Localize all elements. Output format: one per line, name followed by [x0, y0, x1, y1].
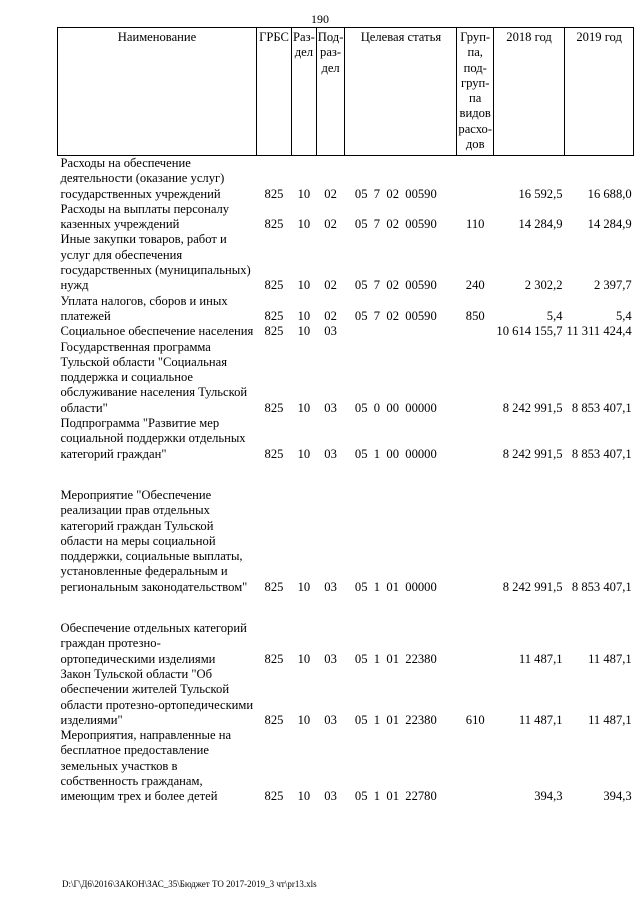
row-amount-2018: 14 284,9	[518, 217, 563, 232]
row-target-article: 05 1 01 22380	[354, 712, 437, 727]
row-target-article: 05 1 00 00000	[354, 446, 437, 461]
row-target-article: 05 1 01 00000	[354, 579, 437, 594]
row-expense-group	[457, 340, 494, 416]
table-row	[58, 621, 634, 667]
row-grbs: 825	[264, 278, 284, 293]
row-razdel: 10	[297, 217, 311, 232]
row-expense-group: 110	[466, 217, 485, 232]
row-podrazdel: 02	[324, 217, 337, 232]
row-razdel: 10	[297, 186, 311, 201]
row-podrazdel: 03	[324, 712, 337, 727]
header-target: Целевая статья	[345, 28, 457, 156]
row-razdel: 10	[297, 651, 311, 666]
header-2018: 2018 год	[494, 28, 565, 156]
row-podrazdel: 03	[324, 789, 337, 804]
row-expense-group	[457, 488, 494, 595]
row-name: Расходы на обеспечение деятельности (оказание услуг) государственных учреждений	[60, 156, 225, 201]
row-razdel: 10	[297, 324, 311, 339]
header-podrazdel: Под- раз- дел	[316, 28, 345, 156]
row-podrazdel: 03	[324, 324, 337, 339]
row-name: Мероприятия, направленные на бесплатное предоставление земельных участков в собственность гражданам, имеющим трех и более детей	[60, 728, 232, 804]
row-razdel: 10	[297, 308, 311, 323]
table-row	[58, 294, 634, 325]
table-row	[58, 340, 634, 416]
table-row	[58, 156, 634, 202]
row-amount-2018: 16 592,5	[518, 186, 563, 201]
row-target-article: 05 7 02 00590	[354, 217, 437, 232]
row-amount-2019: 11 487,1	[588, 651, 632, 666]
row-target-article: 05 1 01 22780	[354, 789, 437, 804]
row-expense-group: 240	[465, 278, 485, 293]
table-row	[58, 232, 634, 293]
row-amount-2018: 11 487,1	[518, 712, 563, 727]
row-razdel: 10	[297, 400, 311, 415]
row-podrazdel: 02	[324, 278, 337, 293]
row-podrazdel: 03	[324, 446, 337, 461]
row-grbs: 825	[264, 308, 284, 323]
row-amount-2019: 8 853 407,1	[571, 446, 632, 461]
row-name: Социальное обеспечение населения	[60, 324, 254, 339]
table-row	[58, 728, 634, 804]
budget-table	[57, 27, 634, 805]
header-2019: 2019 год	[565, 28, 634, 156]
row-amount-2018: 5,4	[546, 308, 563, 323]
spacer-cell	[58, 595, 634, 621]
row-expense-group	[457, 324, 494, 339]
row-name: Расходы на выплаты персоналу казенных учреждений	[60, 201, 230, 232]
row-grbs: 825	[264, 186, 284, 201]
row-grbs: 825	[264, 217, 284, 232]
row-amount-2018: 8 242 991,5	[502, 400, 563, 415]
row-target-article: 05 7 02 00590	[354, 278, 437, 293]
row-podrazdel: 03	[324, 579, 337, 594]
row-podrazdel: 02	[324, 186, 337, 201]
table-body	[58, 156, 634, 805]
row-amount-2019: 8 853 407,1	[571, 400, 632, 415]
spacer-cell	[58, 462, 634, 488]
row-name: Государственная программа Тульской области "Социальная поддержка и социальное обслуживание населения Тульской области"	[60, 339, 248, 415]
row-name: Закон Тульской области "Об обеспечении жителей Тульской области протезно-ортопедическими изделиями"	[60, 666, 254, 727]
table-row	[58, 202, 634, 233]
row-name: Мероприятие "Обеспечение реализации прав отдельных категорий граждан Тульской области на меры социальной поддержки, социальные выплаты, установленные федеральным и региональным законодательством"	[60, 487, 248, 594]
row-amount-2018: 8 242 991,5	[502, 446, 563, 461]
row-grbs: 825	[264, 712, 284, 727]
row-expense-group	[457, 156, 494, 202]
row-amount-2019: 14 284,9	[587, 217, 632, 232]
file-path-footer: D:\Г\Д6\2016\ЗАКОН\ЗАС_35\Бюджет ТО 2017-2019_3 чт\pr13.xls	[62, 879, 317, 889]
row-name: Подпрограмма "Развитие мер социальной поддержки отдельных категорий граждан"	[60, 416, 246, 461]
header-name: Наименование	[58, 28, 257, 156]
row-name: Обеспечение отдельных категорий граждан протезно-ортопедическими изделиями	[60, 621, 247, 666]
row-name: Уплата налогов, сборов и иных платежей	[60, 293, 228, 323]
row-amount-2019: 5,4	[615, 308, 632, 323]
row-amount-2018: 10 614 155,7	[496, 324, 563, 339]
row-grbs: 825	[264, 789, 284, 804]
row-target-article: 05 1 01 22380	[354, 651, 437, 666]
row-amount-2019: 11 311 424,4	[566, 324, 632, 339]
row-podrazdel: 03	[324, 400, 337, 415]
row-target-article: 05 7 02 00590	[354, 186, 437, 201]
row-expense-group: 850	[465, 308, 485, 323]
row-amount-2018: 394,3	[534, 789, 563, 804]
row-amount-2018: 8 242 991,5	[502, 579, 563, 594]
table-row	[58, 416, 634, 462]
row-target-article: 05 0 00 00000	[354, 400, 437, 415]
row-razdel: 10	[297, 579, 311, 594]
row-amount-2019: 16 688,0	[587, 186, 632, 201]
row-grbs: 825	[264, 579, 284, 594]
row-expense-group	[457, 416, 494, 462]
row-expense-group: 610	[465, 712, 485, 727]
row-grbs: 825	[264, 400, 284, 415]
row-amount-2019: 11 487,1	[588, 712, 632, 727]
row-expense-group	[457, 621, 494, 667]
row-podrazdel: 03	[324, 651, 337, 666]
row-amount-2019: 8 853 407,1	[571, 579, 632, 594]
header-group: Груп- па, под- груп- па видов расхо- дов	[457, 28, 494, 156]
row-spacer	[58, 462, 634, 488]
table-row	[58, 324, 634, 339]
row-grbs: 825	[264, 651, 284, 666]
table-row	[58, 488, 634, 595]
row-podrazdel: 02	[324, 308, 337, 323]
row-grbs: 825	[264, 324, 284, 339]
header-razdel: Раз- дел	[292, 28, 317, 156]
header-grbs: ГРБС	[257, 28, 292, 156]
row-razdel: 10	[297, 712, 311, 727]
row-amount-2019: 394,3	[603, 789, 632, 804]
table-row	[58, 667, 634, 728]
row-amount-2018: 11 487,1	[518, 651, 563, 666]
row-name: Иные закупки товаров, работ и услуг для обеспечения государственных (муниципальных) нужд	[60, 232, 251, 293]
table-header	[58, 28, 634, 156]
row-expense-group	[457, 728, 494, 804]
row-amount-2018: 2 302,2	[524, 278, 563, 293]
row-razdel: 10	[297, 789, 311, 804]
row-razdel: 10	[297, 278, 311, 293]
row-target-article: 05 7 02 00590	[354, 308, 437, 323]
row-grbs: 825	[264, 446, 284, 461]
row-amount-2019: 2 397,7	[593, 278, 632, 293]
page-number: 190	[311, 12, 329, 26]
row-spacer	[58, 595, 634, 621]
row-razdel: 10	[297, 446, 311, 461]
row-target-article	[345, 324, 457, 339]
